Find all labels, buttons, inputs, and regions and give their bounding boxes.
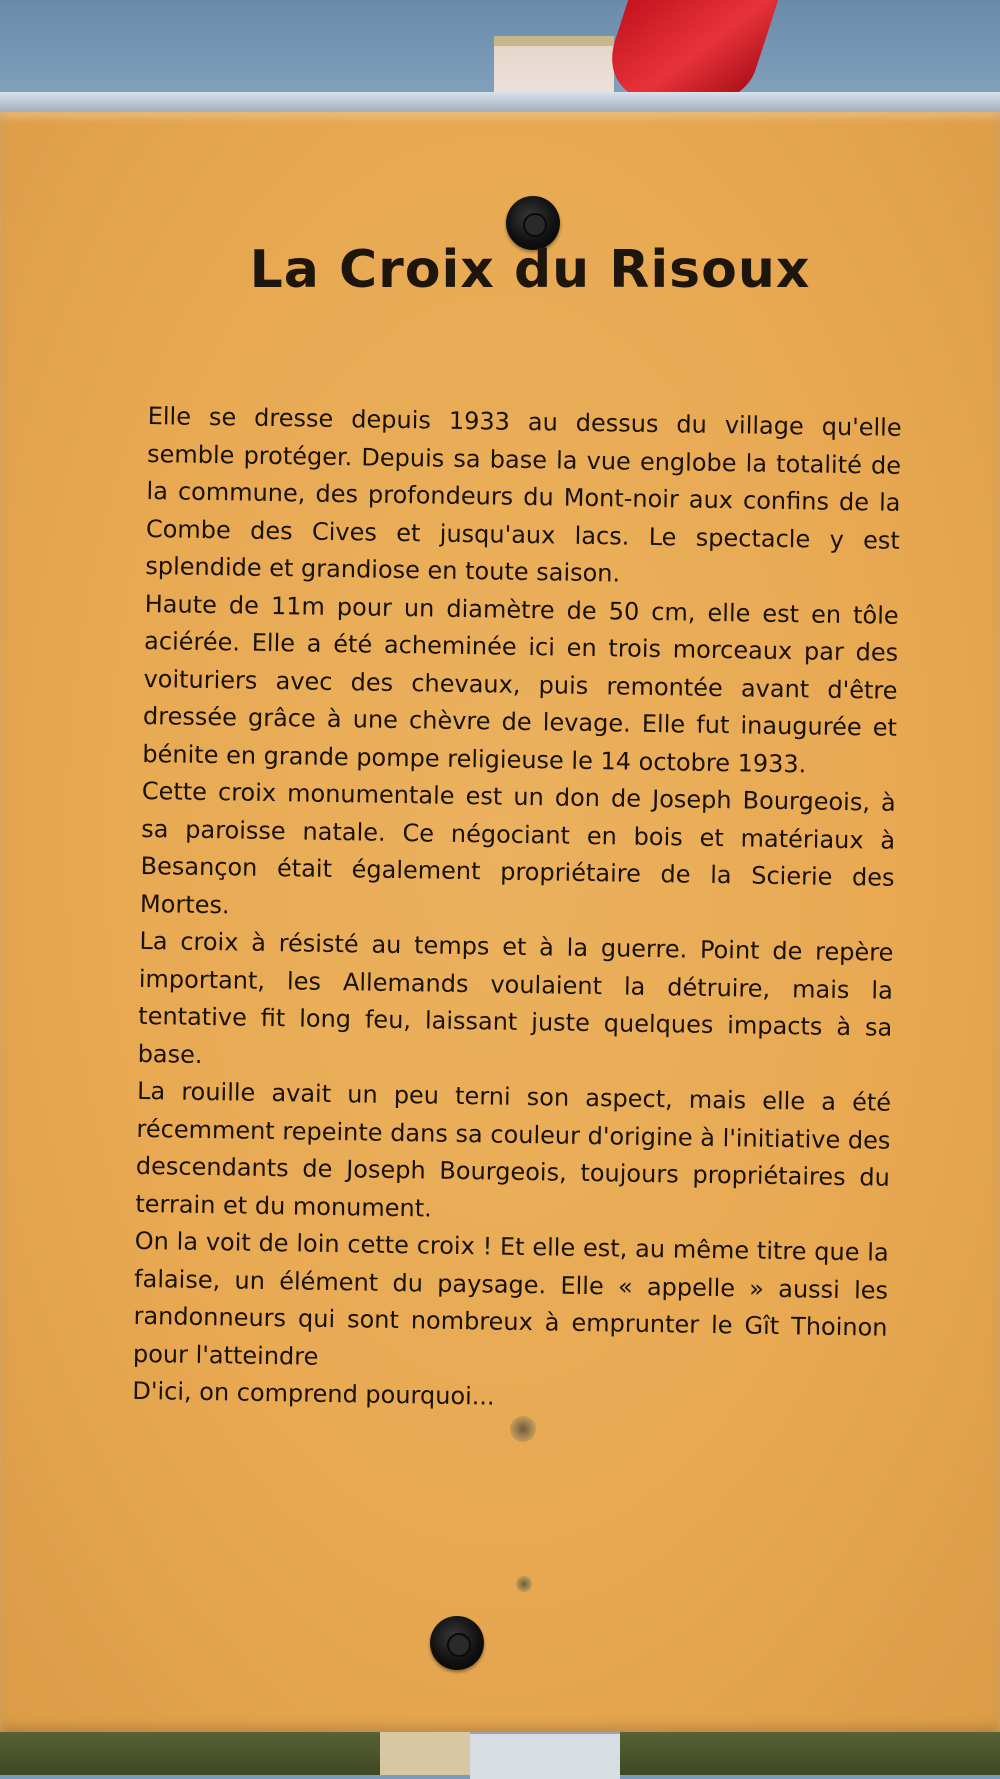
paragraph-dimensions: Haute de 11m pour un diamètre de 50 cm, elle est en tôle aciérée. Elle a été acheminée ici en trois morceaux par des voituriers avec des chevaux, puis remontée avant d'être dressée grâce à une chèvre de levage. Elle fut inaugurée et bénite en grande pompe religieuse le 14 octobre 1933. [142,589,899,778]
secondary-sign-edge [470,1730,620,1779]
paragraph-donor: Cette croix monumentale est un don de Joseph Bourgeois, à sa paroisse natale. Ce négociant en bois et matériaux à Besançon était également propriétaire de la Scierie des Mortes. [139,776,896,919]
paragraph-landscape: On la voit de loin cette croix ! Et elle est, au même titre que la falaise, un élément du paysage. Elle « appelle » aussi les randonneurs qui sont nombreux à emprunter le Gît Thoinon pour l'atteindre [132,1226,889,1371]
paragraph-closing: D'ici, on comprend pourquoi... [132,1376,495,1411]
sign-title: La Croix du Risoux [249,240,811,300]
sign-body-text [132,398,902,1422]
small-hole-icon [516,1576,532,1592]
wooden-post [380,1725,470,1775]
screw-bottom-icon [430,1616,484,1670]
screw-hole-icon [510,1416,536,1442]
paragraph-view: Elle se dresse depuis 1933 au dessus du village qu'elle semble protéger. Depuis sa base la vue englobe la totalité de la commune, des profondeurs du Mont-noir aux confins de la Combe des Cives et jusqu'aux lacs. Le spectacle y est splendide et grandiose en toute saison. [145,401,902,588]
paragraph-restoration: La rouille avait un peu terni son aspect, mais elle a été récemment repeinte dans sa couleur d'origine à l'initiative des descendants de Joseph Bourgeois, toujours propriétaires du terrain et du monument. [135,1076,892,1223]
paragraph-war: La croix à résisté au temps et à la guerre. Point de repère important, les Allemands voulaient la détruire, mais la tentative fit long feu, laissant juste quelques impacts à sa base. [137,926,894,1069]
